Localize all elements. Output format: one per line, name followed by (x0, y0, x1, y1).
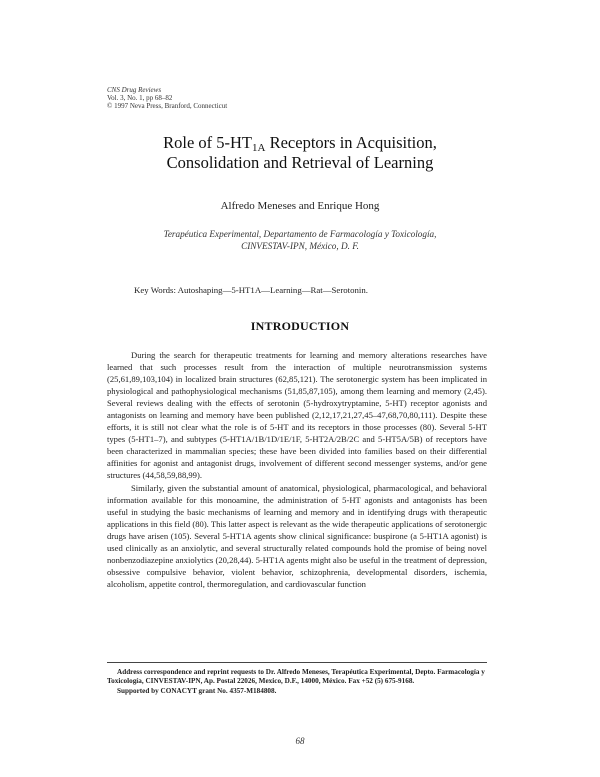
footnote-rule (107, 662, 487, 663)
article-title (80, 133, 520, 173)
journal-copyright: © 1997 Neva Press, Branford, Connecticut (107, 102, 228, 110)
keywords-label: Key Words: (134, 285, 176, 295)
paragraph-1: During the search for therapeutic treatments for learning and memory alterations researches have learned that such processes result from the interaction of multiple neurotransmission systems (25,61,89,103,104) in localized brain structures (62,85,121). The serotonergic system has been implicated in physiological and pathophysiological mechanisms (51,85,87,105), among them learning and memory (2,45). Several reviews dealing with the effects of serotonin (5-hydroxytryptamine, 5-HT) receptor agonists and antagonists on learning and memory have been published (2,12,17,21,27,45–47,68,70,80,111). Despite these efforts, it is still not clear what the role is of 5-HT and its receptors in those processes (80). Several 5-HT types (5-HT1–7), and subtypes (5-HT1A/1B/1D/1E/1F, 5-HT2A/2B/2C and 5-HT5A/5B) of receptors have been characterized in mammalian species; these have been divided into families based on their differential affinities for agonist and antagonist drugs, involvement of different second messenger systems, and/or gene structures (44,58,59,88,99). (107, 350, 487, 481)
body-text (107, 349, 487, 590)
journal-name: CNS Drug Reviews (107, 86, 162, 94)
affiliation (80, 228, 520, 252)
footnote (107, 668, 487, 696)
keywords-text: Autoshaping—5-HT1A—Learning—Rat—Serotonin. (177, 285, 368, 295)
title-line-1-start: Role of 5-HT (163, 133, 253, 152)
affiliation-line-1: Terapéutica Experimental, Departamento de Farmacología y Toxicología, (163, 229, 437, 239)
keywords (134, 285, 368, 295)
title-line-1-end: Receptors in Acquisition, (265, 133, 437, 152)
section-heading: INTRODUCTION (250, 319, 350, 333)
paragraph-2: Similarly, given the substantial amount of anatomical, physiological, pharmacological, and behavioral information available for this monoamine, the administration of 5-HT agonists and antagonists has been useful in studying the basic mechanisms of learning and memory and in identifying drugs with therapeutic applications in this field (80). This latter aspect is relevant as the wide therapeutic applications of serotonergic drugs have arisen (105). Several 5-HT1A agents show clinical significance: buspirone (a 5-HT1A agonist) is used clinically as an anxiolytic, and several structurally related compounds hold the promise of being novel nonbenzodiazepine anxiolytics (20,28,44). 5-HT1A agents might also be useful in the treatment of depression, obsessive compulsive behavior, violent behavior, schizophrenia, developmental disorders, ischemia, alcoholism, appetite control, thermoregulation, and cardiovascular function (107, 482, 487, 589)
title-line-1 (80, 133, 520, 153)
journal-header (107, 86, 227, 110)
journal-volume: Vol. 3, No. 1, pp 68–82 (107, 94, 173, 102)
footnote-correspondence: Address correspondence and reprint requests to Dr. Alfredo Meneses, Terapéutica Experimental, Depto. Farmacología y Toxicología, CINVESTAV-IPN, Ap. Postal 22026, Mexico, D.F., 14000, México. Fax +52 (5) 675-9168. (107, 668, 485, 686)
title-line-2: Consolidation and Retrieval of Learning (166, 153, 434, 172)
affiliation-line-2: CINVESTAV-IPN, México, D. F. (241, 241, 359, 251)
page-number: 68 (295, 736, 305, 746)
authors: Alfredo Meneses and Enrique Hong (220, 200, 380, 212)
footnote-grant: Supported by CONACYT grant No. 4357-M184808. (117, 686, 277, 695)
title-subscript: 1A (252, 142, 266, 154)
